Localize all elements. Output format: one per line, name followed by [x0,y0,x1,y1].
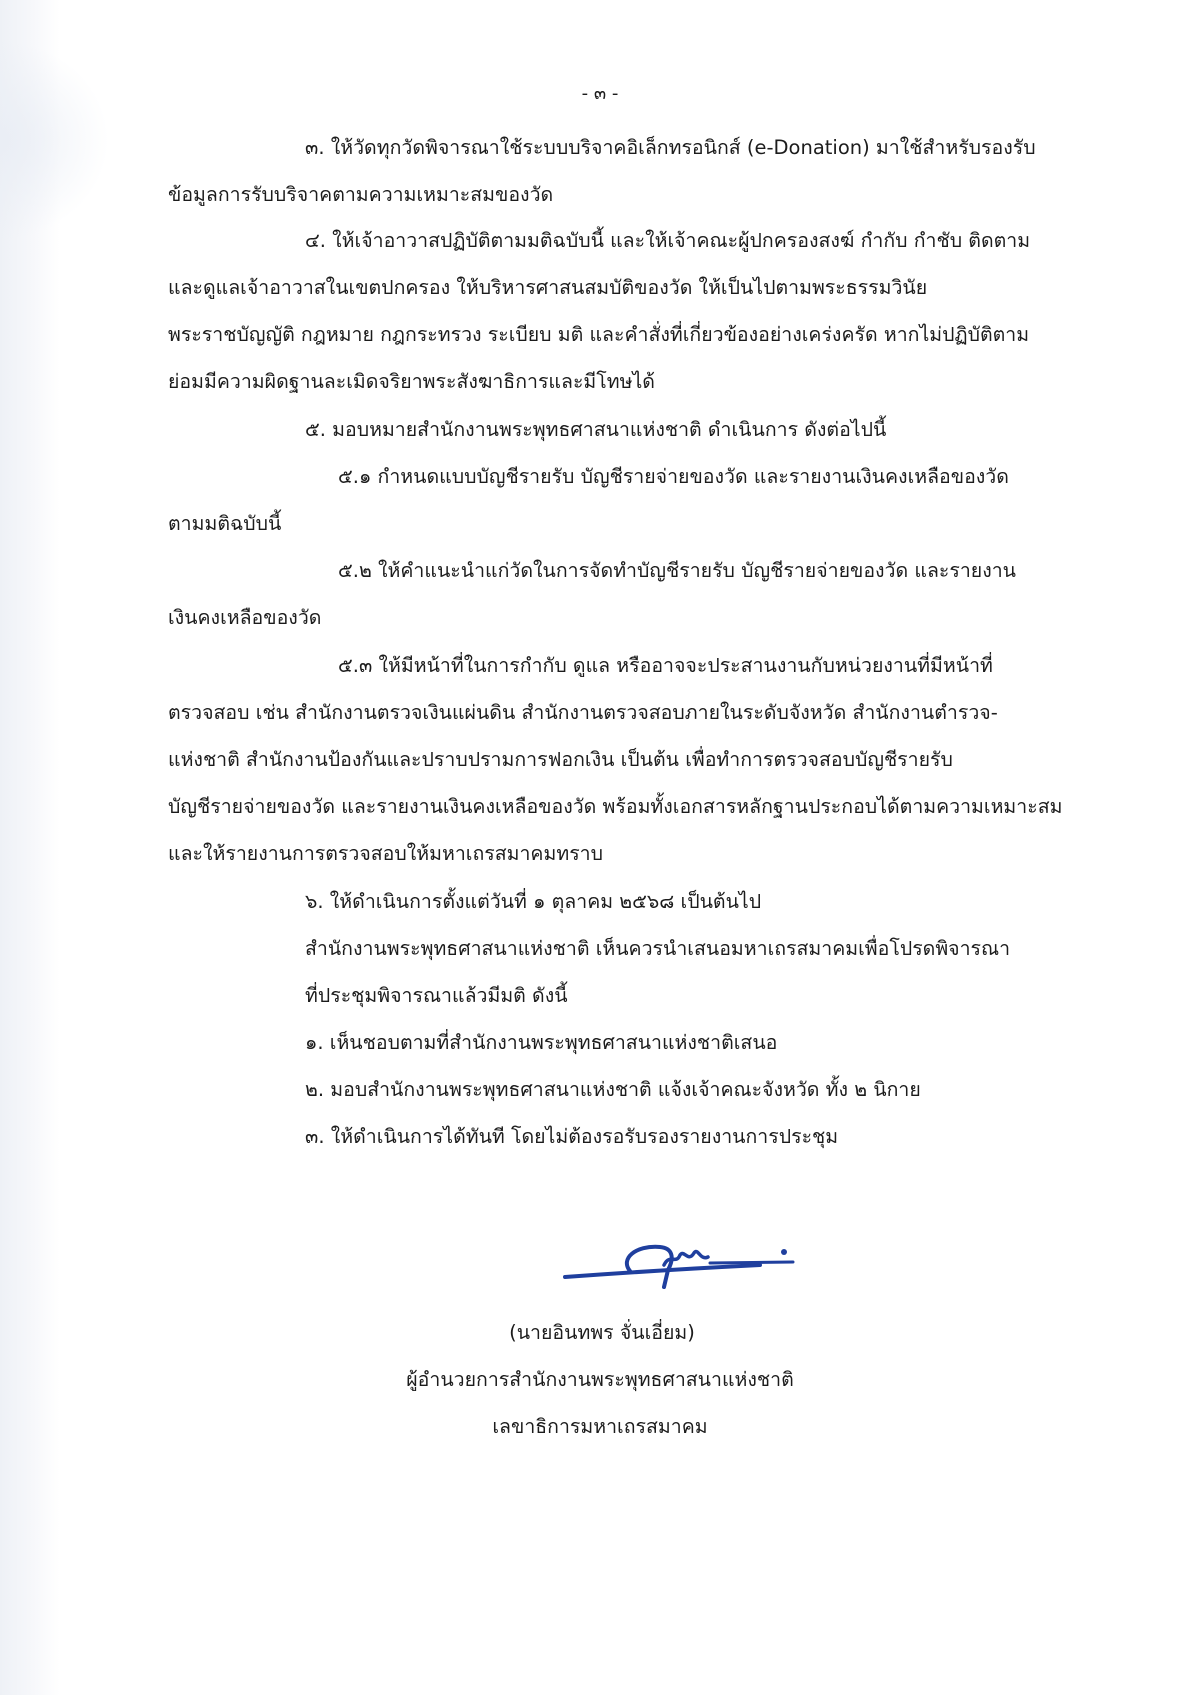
proposal-line: สำนักงานพระพุทธศาสนาแห่งชาติ เห็นควรนำเสนอมหาเถรสมาคมเพื่อโปรดพิจารณา [305,937,1011,960]
signatory-position-1: ผู้อำนวยการสำนักงานพระพุทธศาสนาแห่งชาติ [406,1368,794,1391]
page-edge-shadow-top [0,40,110,240]
item5-3-line2: ตรวจสอบ เช่น สำนักงานตรวจเงินแผ่นดิน สำนักงานตรวจสอบภายในระดับจังหวัด สำนักงานตำรวจ- [168,701,998,724]
resolution-item-3: ๓. ให้ดำเนินการได้ทันที โดยไม่ต้องรอรับรองรายงานการประชุม [305,1125,839,1148]
item5-line1: ๕. มอบหมายสำนักงานพระพุทธศาสนาแห่งชาติ ดำเนินการ ดังต่อไปนี้ [305,418,887,441]
item5-3-line3: แห่งชาติ สำนักงานป้องกันและปราบปรามการฟอกเงิน เป็นต้น เพื่อทำการตรวจสอบบัญชีรายรับ [168,748,953,771]
item3-line2: ข้อมูลการรับบริจาคตามความเหมาะสมของวัด [168,183,554,206]
item5-2-line1: ๕.๒ ให้คำแนะนำแก่วัดในการจัดทำบัญชีรายรับ บัญชีรายจ่ายของวัด และรายงาน [338,559,1017,582]
signatory-position-2: เลขาธิการมหาเถรสมาคม [492,1415,708,1438]
item4-line2: และดูแลเจ้าอาวาสในเขตปกครอง ให้บริหารศาสนสมบัติของวัด ให้เป็นไปตามพระธรรมวินัย [168,276,928,299]
item6-line1: ๖. ให้ดำเนินการตั้งแต่วันที่ ๑ ตุลาคม ๒๕๖๘ เป็นต้นไป [305,890,762,913]
item5-3-line1: ๕.๓ ให้มีหน้าที่ในการกำกับ ดูแล หรืออาจจะประสานงานกับหน่วยงานที่มีหน้าที่ [338,654,993,677]
handwritten-signature [560,1235,860,1305]
item5-3-line5: และให้รายงานการตรวจสอบให้มหาเถรสมาคมทราบ [168,842,603,865]
item5-1-line1: ๕.๑ กำหนดแบบบัญชีรายรับ บัญชีรายจ่ายของวัด และรายงานเงินคงเหลือของวัด [338,465,1009,488]
resolution-item-2: ๒. มอบสำนักงานพระพุทธศาสนาแห่งชาติ แจ้งเจ้าคณะจังหวัด ทั้ง ๒ นิกาย [305,1078,921,1101]
page-number: - ๓ - [581,83,619,104]
item4-line4: ย่อมมีความผิดฐานละเมิดจริยาพระสังฆาธิการและมีโทษได้ [168,370,655,393]
signatory-block [0,1319,1200,1441]
item4-line1: ๔. ให้เจ้าอาวาสปฏิบัติตามมติฉบับนี้ และให้เจ้าคณะผู้ปกครองสงฆ์ กำกับ กำชับ ติดตาม [305,229,1031,252]
resolution-item-1: ๑. เห็นชอบตามที่สำนักงานพระพุทธศาสนาแห่งชาติเสนอ [305,1031,778,1054]
item4-line3: พระราชบัญญัติ กฎหมาย กฎกระทรวง ระเบียบ มติ และคำสั่งที่เกี่ยวข้องอย่างเคร่งครัด หากไม่ปฏิบัติตาม [168,323,1030,346]
item5-2-line2: เงินคงเหลือของวัด [168,606,322,629]
signatory-name: (นายอินทพร จั่นเอี่ยม) [509,1321,695,1344]
item3-line1: ๓. ให้วัดทุกวัดพิจารณาใช้ระบบบริจาคอิเล็กทรอนิกส์ (e-Donation) มาใช้สำหรับรองรับ [305,136,1036,159]
item5-3-line4: บัญชีรายจ่ายของวัด และรายงานเงินคงเหลือของวัด พร้อมทั้งเอกสารหลักฐานประกอบได้ตามความเหมาะสม [168,795,1063,818]
resolution-intro: ที่ประชุมพิจารณาแล้วมีมติ ดังนี้ [305,984,568,1007]
item5-1-line2: ตามมติฉบับนี้ [168,512,282,535]
